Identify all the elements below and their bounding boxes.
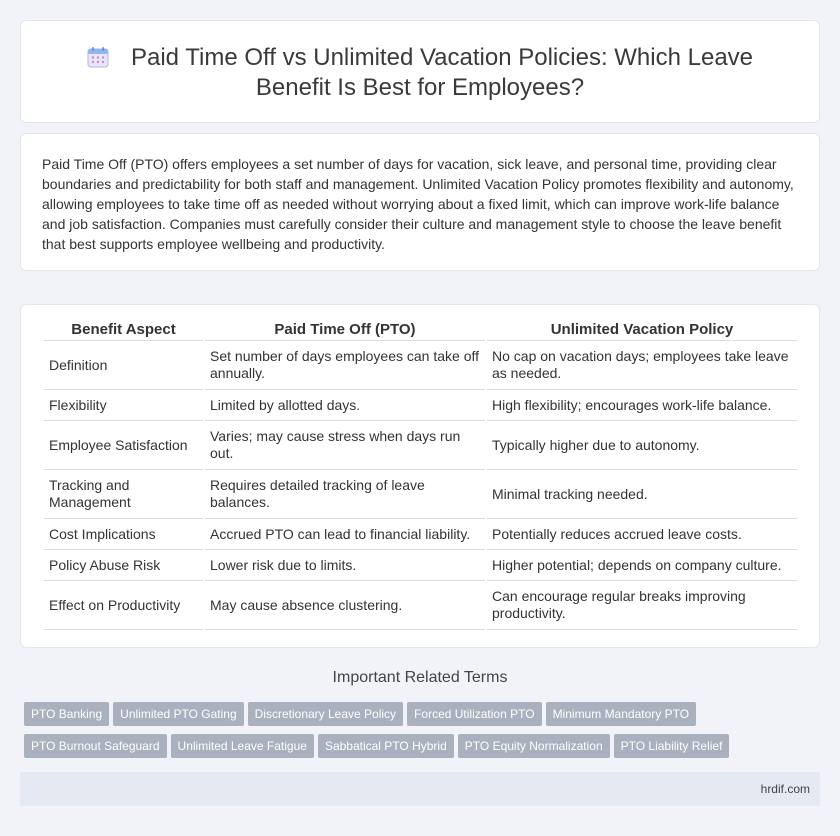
table-cell: Can encourage regular breaks improving productivity. [487,581,797,630]
table-cell: Lower risk due to limits. [205,550,485,581]
tag-pto-equity-normalization[interactable]: PTO Equity Normalization [458,734,610,758]
table-cell: High flexibility; encourages work-life balance. [487,390,797,421]
title-wrap [21,43,819,103]
tag-pto-burnout-safeguard[interactable]: PTO Burnout Safeguard [24,734,167,758]
tag-discretionary-leave-policy[interactable]: Discretionary Leave Policy [248,702,403,726]
table-row [44,519,797,550]
calendar-icon [87,46,109,68]
tag-unlimited-leave-fatigue[interactable]: Unlimited Leave Fatigue [171,734,314,758]
column-header: Benefit Aspect [44,313,203,341]
table-cell: Tracking and Management [44,470,203,519]
table-cell: Employee Satisfaction [44,421,203,470]
tag-sabbatical-pto-hybrid[interactable]: Sabbatical PTO Hybrid [318,734,454,758]
related-terms-title: Important Related Terms [332,669,508,686]
table-row [44,421,797,470]
table-cell: Minimal tracking needed. [487,470,797,519]
table-cell: Definition [44,341,203,390]
table-cell: No cap on vacation days; employees take leave as needed. [487,341,797,390]
footer [20,772,820,806]
intro-card [20,133,820,271]
table-cell: Effect on Productivity [44,581,203,630]
tag-forced-utilization-pto[interactable]: Forced Utilization PTO [407,702,542,726]
tag-row [24,702,824,734]
table-cell: Cost Implications [44,519,203,550]
tag-row [24,734,824,766]
table-header-row [44,313,797,341]
tag-pto-liability-relief[interactable]: PTO Liability Relief [614,734,730,758]
table-cell: Flexibility [44,390,203,421]
table-cell: Limited by allotted days. [205,390,485,421]
table-cell: Requires detailed tracking of leave balances. [205,470,485,519]
related-terms-tags [24,702,824,766]
table-cell: Accrued PTO can lead to financial liability. [205,519,485,550]
table-row [44,550,797,581]
tag-pto-banking[interactable]: PTO Banking [24,702,109,726]
table-row [44,581,797,630]
page-title [51,43,789,103]
table-row [44,390,797,421]
footer-site[interactable]: hrdif.com [760,782,810,796]
column-header: Unlimited Vacation Policy [487,313,797,341]
comparison-table [42,313,799,630]
table-cell: Set number of days employees can take off annually. [205,341,485,390]
table-cell: Typically higher due to autonomy. [487,421,797,470]
page-title-text: Paid Time Off vs Unlimited Vacation Policies: Which Leave Benefit Is Best for Employees? [130,44,754,101]
column-header: Paid Time Off (PTO) [205,313,485,341]
intro-paragraph: Paid Time Off (PTO) offers employees a set number of days for vacation, sick leave, and personal time, providing clear boundaries and predictability for both staff and management. Unlimited Vacation Policy promotes flexibility and autonomy, allowing employees to take time off as needed without worrying about a fixed limit, which can improve work-life balance and job satisfaction. Companies must carefully consider their culture and management style to choose the leave benefit that best supports employee wellbeing and productivity. [42,156,794,252]
comparison-card [20,304,820,648]
table-cell: Policy Abuse Risk [44,550,203,581]
title-card [20,20,820,123]
table-row [44,341,797,390]
tag-unlimited-pto-gating[interactable]: Unlimited PTO Gating [113,702,244,726]
tag-minimum-mandatory-pto[interactable]: Minimum Mandatory PTO [546,702,696,726]
table-cell: Varies; may cause stress when days run out. [205,421,485,470]
table-cell: Higher potential; depends on company culture. [487,550,797,581]
table-cell: May cause absence clustering. [205,581,485,630]
table-cell: Potentially reduces accrued leave costs. [487,519,797,550]
table-row [44,470,797,519]
